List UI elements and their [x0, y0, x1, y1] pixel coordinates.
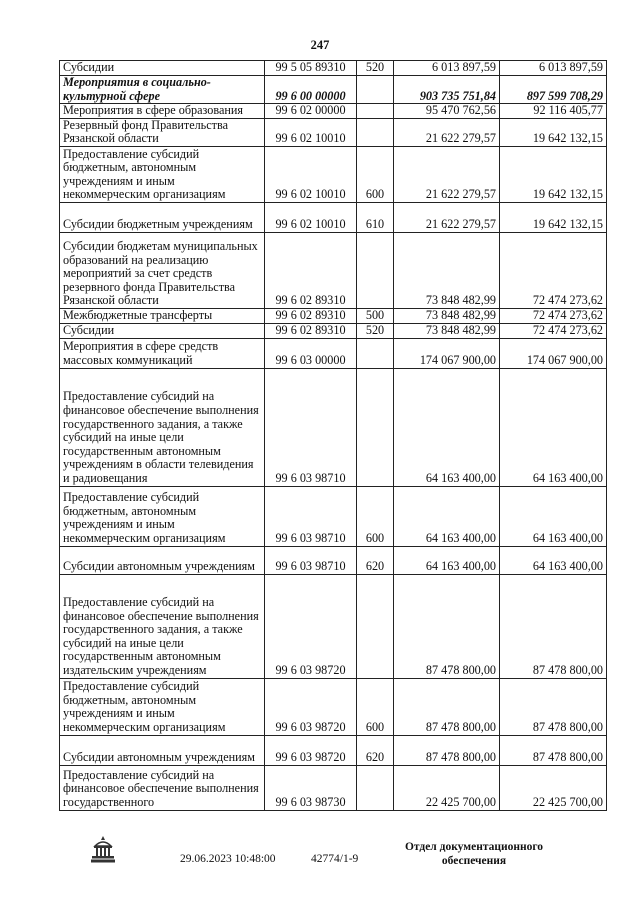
row-code-cell: 99 5 05 89310 [265, 61, 357, 76]
row-code-cell: 99 6 02 10010 [265, 146, 357, 202]
table-row [60, 486, 607, 546]
row-value-2024-cell: 22 425 700,00 [500, 765, 607, 810]
row-value-2024-cell: 6 013 897,59 [500, 61, 607, 76]
table-row [60, 308, 607, 323]
row-value-2023-cell: 73 848 482,99 [394, 308, 500, 323]
row-type-cell: 520 [357, 323, 394, 338]
row-type-cell: 520 [357, 61, 394, 76]
row-code-cell: 99 6 03 98720 [265, 678, 357, 735]
row-value-2024-cell: 19 642 132,15 [500, 146, 607, 202]
row-name-cell: Субсидии бюджетам муниципальных образований на реализацию мероприятий за счет средств резервного фонда Правительства Рязанской области [60, 232, 265, 308]
row-name-cell: Субсидии автономным учреждениям [60, 735, 265, 765]
row-code-cell: 99 6 02 89310 [265, 232, 357, 308]
duma-emblem-icon [89, 834, 117, 864]
row-type-cell: 600 [357, 146, 394, 202]
row-value-2023-cell: 174 067 900,00 [394, 338, 500, 368]
row-value-2024-cell: 72 474 273,62 [500, 323, 607, 338]
row-type-cell: 620 [357, 546, 394, 574]
budget-table-body [60, 61, 607, 811]
row-value-2024-cell: 64 163 400,00 [500, 546, 607, 574]
row-name-cell: Мероприятия в сфере образования [60, 104, 265, 119]
row-value-2023-cell: 64 163 400,00 [394, 486, 500, 546]
row-code-cell: 99 6 03 98710 [265, 546, 357, 574]
row-code-cell: 99 6 03 98710 [265, 486, 357, 546]
row-name-cell: Субсидии [60, 323, 265, 338]
row-type-cell: 600 [357, 486, 394, 546]
row-name-cell: Предоставление субсидий бюджетным, автономным учреждениям и иным некоммерческим организациям [60, 146, 265, 202]
row-code-cell: 99 6 03 98720 [265, 735, 357, 765]
row-value-2023-cell: 87 478 800,00 [394, 678, 500, 735]
table-row [60, 323, 607, 338]
table-row [60, 146, 607, 202]
row-value-2023-cell: 21 622 279,57 [394, 146, 500, 202]
footer-doc-number: 42774/1-9 [311, 853, 359, 865]
row-name-cell: Резервный фонд Правительства Рязанской области [60, 118, 265, 146]
row-value-2023-cell: 87 478 800,00 [394, 574, 500, 678]
table-row [60, 104, 607, 119]
table-row [60, 232, 607, 308]
table-row [60, 546, 607, 574]
budget-table [59, 60, 607, 811]
footer-date: 29.06.2023 10:48:00 [180, 853, 276, 865]
table-row [60, 338, 607, 368]
row-value-2023-cell: 87 478 800,00 [394, 735, 500, 765]
row-value-2023-cell: 22 425 700,00 [394, 765, 500, 810]
row-name-cell: Субсидии [60, 61, 265, 76]
row-value-2023-cell: 21 622 279,57 [394, 202, 500, 232]
row-type-cell: 500 [357, 308, 394, 323]
row-value-2024-cell: 64 163 400,00 [500, 486, 607, 546]
row-type-cell [357, 574, 394, 678]
row-type-cell [357, 368, 394, 486]
row-type-cell [357, 104, 394, 119]
row-value-2024-cell: 19 642 132,15 [500, 202, 607, 232]
table-row [60, 765, 607, 810]
row-name-cell: Предоставление субсидий на финансовое обеспечение выполнения государственного задания, а также субсидий на иные цели государственным автономным издательским учреждениям [60, 574, 265, 678]
row-value-2024-cell: 19 642 132,15 [500, 118, 607, 146]
row-code-cell: 99 6 03 98730 [265, 765, 357, 810]
table-row [60, 574, 607, 678]
row-code-cell: 99 6 02 10010 [265, 118, 357, 146]
row-code-cell: 99 6 02 10010 [265, 202, 357, 232]
table-row [60, 202, 607, 232]
row-value-2024-cell: 87 478 800,00 [500, 574, 607, 678]
row-value-2024-cell: 897 599 708,29 [500, 76, 607, 104]
page-number: 247 [310, 38, 330, 52]
row-code-cell: 99 6 02 89310 [265, 323, 357, 338]
row-value-2024-cell: 87 478 800,00 [500, 735, 607, 765]
row-type-cell [357, 765, 394, 810]
row-name-cell: Предоставление субсидий бюджетным, автономным учреждениям и иным некоммерческим организациям [60, 486, 265, 546]
table-row [60, 368, 607, 486]
row-value-2023-cell: 21 622 279,57 [394, 118, 500, 146]
row-value-2024-cell: 64 163 400,00 [500, 368, 607, 486]
row-type-cell [357, 76, 394, 104]
row-name-cell: Предоставление субсидий бюджетным, автономным учреждениям и иным некоммерческим организациям [60, 678, 265, 735]
row-value-2023-cell: 64 163 400,00 [394, 546, 500, 574]
row-type-cell: 620 [357, 735, 394, 765]
row-type-cell: 600 [357, 678, 394, 735]
footer-department: Отдел документационного обеспечения [404, 841, 544, 867]
row-name-cell: Предоставление субсидий на финансовое обеспечение выполнения государственного задания, а также субсидий на иные цели государственным автономным учреждениям в области телевидения и радиовещания [60, 368, 265, 486]
row-value-2023-cell: 73 848 482,99 [394, 323, 500, 338]
row-type-cell [357, 338, 394, 368]
row-code-cell: 99 6 02 89310 [265, 308, 357, 323]
table-row [60, 735, 607, 765]
row-name-cell: Мероприятия в социально-культурной сфере [60, 76, 265, 104]
row-value-2023-cell: 903 735 751,84 [394, 76, 500, 104]
row-name-cell: Субсидии бюджетным учреждениям [60, 202, 265, 232]
row-value-2023-cell: 95 470 762,56 [394, 104, 500, 119]
row-value-2024-cell: 87 478 800,00 [500, 678, 607, 735]
row-value-2024-cell: 92 116 405,77 [500, 104, 607, 119]
row-code-cell: 99 6 03 98720 [265, 574, 357, 678]
row-name-cell: Мероприятия в сфере средств массовых коммуникаций [60, 338, 265, 368]
row-code-cell: 99 6 02 00000 [265, 104, 357, 119]
row-value-2023-cell: 6 013 897,59 [394, 61, 500, 76]
table-row [60, 76, 607, 104]
row-name-cell: Межбюджетные трансферты [60, 308, 265, 323]
row-type-cell [357, 232, 394, 308]
row-value-2024-cell: 72 474 273,62 [500, 308, 607, 323]
table-row [60, 61, 607, 76]
row-value-2024-cell: 72 474 273,62 [500, 232, 607, 308]
row-type-cell [357, 118, 394, 146]
row-value-2023-cell: 64 163 400,00 [394, 368, 500, 486]
row-type-cell: 610 [357, 202, 394, 232]
row-value-2023-cell: 73 848 482,99 [394, 232, 500, 308]
table-row [60, 678, 607, 735]
row-code-cell: 99 6 00 00000 [265, 76, 357, 104]
table-row [60, 118, 607, 146]
row-code-cell: 99 6 03 00000 [265, 338, 357, 368]
row-name-cell: Предоставление субсидий на финансовое обеспечение выполнения государственного [60, 765, 265, 810]
row-code-cell: 99 6 03 98710 [265, 368, 357, 486]
row-value-2024-cell: 174 067 900,00 [500, 338, 607, 368]
row-name-cell: Субсидии автономным учреждениям [60, 546, 265, 574]
